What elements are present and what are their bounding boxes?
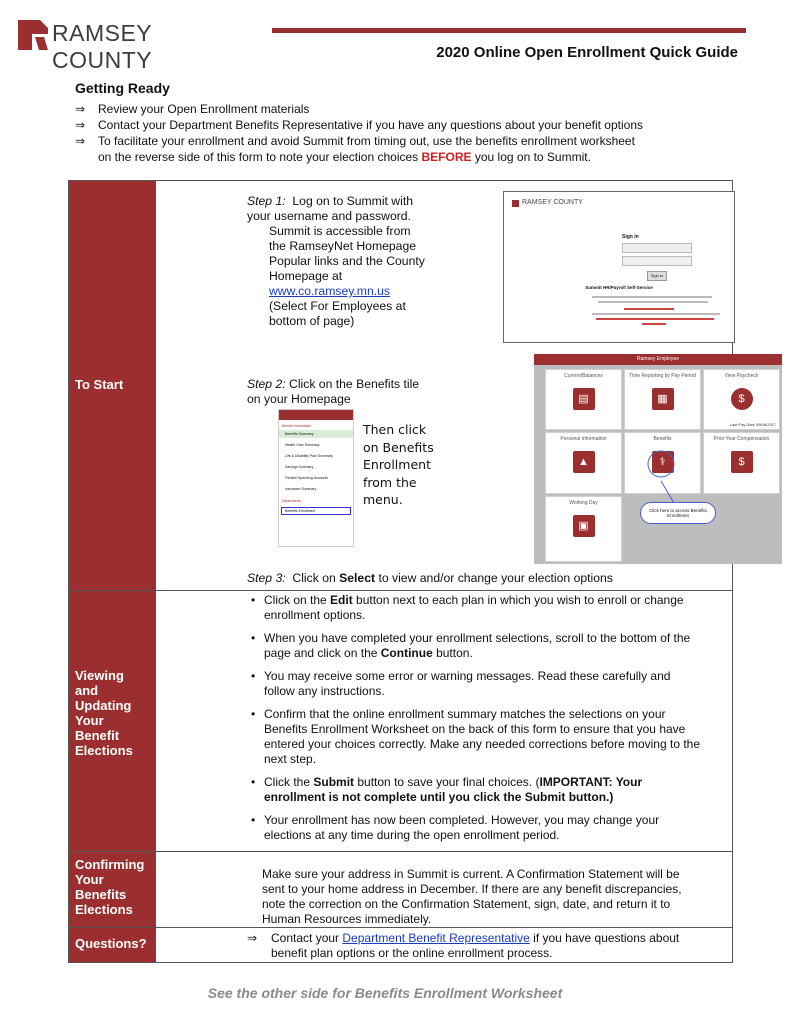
confirming-content — [156, 852, 733, 928]
callout-pointer-icon — [534, 354, 782, 564]
list-item: • Click on the Edit button next to each plan in which you wish to enroll or change enrollment options. — [247, 593, 704, 623]
mini-logo-icon — [512, 200, 519, 207]
step3-text: Step 3: Click on Select to view and/or change your election options — [247, 571, 613, 585]
ramsey-logo-icon — [18, 20, 48, 50]
tile-benefits[interactable]: Benefits ⚕ — [624, 432, 701, 494]
fine-print-line — [592, 313, 720, 315]
dollar-icon: $ — [731, 388, 753, 410]
section-label-confirming: Confirming Your Benefits Elections — [69, 852, 156, 928]
list-item-continuation: on the reverse side of this form to note your election choices BEFORE you log on to Summit. — [98, 150, 591, 164]
homepage-tiles-screenshot: Ramsey Employee Current/Balances ▤ Time Reporting by Pay Period ▦ View Paycheck $ Last Pay Date 09/08/2017 Personal Information ▲ Benefits ⚕ Prior Year Compensation $ Working Day ▣ Click here to access Benefits Enrollment — [534, 354, 782, 564]
list-item: • When you have completed your enrollment selections, scroll to the bottom of the page and click on the Continue button. — [247, 631, 704, 661]
section-label-viewing: Viewing and Updating Your Benefit Elections — [69, 591, 156, 852]
step1-text: Step 1: Log on to Summit with your username and password. Summit is accessible from the RamseyNet Homepage Popular links and the County Homepage at www.co.ramsey.mn.us (Select For Employees at bottom of page) — [247, 194, 425, 328]
fine-print-link — [624, 308, 674, 310]
arrow-icon: ⇒ — [75, 102, 86, 116]
confirm-text: Make sure your address in Summit is current. A Confirmation Statement will be sent to your home address in December. If there are any benefit discrepancies, note the correction on the Confirmation Statement, sign, date, and return it to Human Resources immediately. — [262, 867, 682, 926]
section-label-questions: Questions? — [69, 928, 156, 963]
benefits-menu-screenshot: Benefit Information Benefits Summary Health Care Summary Life & Disability Plan Summary Savings Summary Flexible Spending Accounts Insurance Summary Dependents Benefits Enrollment — [278, 409, 354, 547]
fine-print-link — [596, 318, 714, 320]
list-item: • You may receive some error or warning messages. Read these carefully and follow any instructions. — [247, 669, 704, 699]
county-logo — [18, 20, 248, 73]
logo-text: RAMSEY COUNTY — [52, 20, 153, 73]
menu-header — [279, 410, 353, 420]
section-label-to-start: To Start — [69, 181, 156, 591]
to-start-content — [156, 181, 776, 591]
tile-current-balances[interactable]: Current/Balances ▤ — [545, 369, 622, 430]
tile-time-reporting[interactable]: Time Reporting by Pay Period ▦ — [624, 369, 701, 430]
calendar-icon: ▣ — [573, 515, 595, 537]
step2-text: Step 2: Click on the Benefits tile on your Homepage — [247, 377, 420, 406]
tile-personal-information[interactable]: Personal Information ▲ — [545, 432, 622, 494]
getting-ready-section — [75, 80, 755, 165]
dollar-icon: $ — [731, 451, 753, 473]
signin-button[interactable]: Sign In — [647, 271, 667, 281]
arrow-icon: ⇒ — [247, 931, 258, 945]
username-field[interactable] — [622, 243, 692, 253]
header-rule — [272, 28, 746, 33]
calendar-icon: ▦ — [652, 388, 674, 410]
login-screenshot: RAMSEY COUNTY Sign in Sign In Summit HR/Payroll Self-Service — [503, 191, 735, 343]
instruction-list — [247, 593, 704, 843]
document-icon: ▤ — [573, 388, 595, 410]
list-item: ⇒ Contact your Department Benefits Representative if you have any questions about your benefit options — [75, 118, 643, 132]
list-item: • Your enrollment has now been completed. However, you may change your elections at any time during the open enrollment period. — [247, 813, 704, 843]
list-item: • Confirm that the online enrollment summary matches the selections on your Benefits Enrollment Worksheet on the back of this form to ensure that you have entered your choices correctly. Make any needed corrections before moving to the next step. — [247, 707, 704, 767]
benefit-representative-link[interactable]: Department Benefit Representative — [342, 931, 530, 945]
fine-print-link — [642, 323, 666, 325]
list-item: ⇒ Review your Open Enrollment materials — [75, 102, 310, 116]
questions-content — [156, 928, 733, 963]
instructions-table — [68, 180, 776, 963]
tile-prior-year-compensation[interactable]: Prior Year Compensation $ — [703, 432, 780, 494]
benefits-icon: ⚕ — [652, 451, 674, 473]
footer-note: See the other side for Benefits Enrollment Worksheet — [207, 985, 563, 1001]
person-icon: ▲ — [573, 451, 595, 473]
page-title: 2020 Online Open Enrollment Quick Guide — [436, 44, 738, 61]
getting-ready-heading: Getting Ready — [75, 80, 170, 96]
before-emphasis: BEFORE — [421, 150, 472, 164]
benefits-callout: Click here to access Benefits Enrollment — [640, 502, 716, 524]
fine-print-line — [598, 301, 708, 303]
viewing-content — [156, 591, 733, 852]
then-click-text: Then click on Benefits Enrollment from the menu. — [363, 422, 434, 507]
county-website-link[interactable]: www.co.ramsey.mn.us — [269, 284, 390, 298]
password-field[interactable] — [622, 256, 692, 266]
tile-working-day[interactable]: Working Day ▣ — [545, 496, 622, 562]
tile-view-paycheck[interactable]: View Paycheck $ Last Pay Date 09/08/2017 — [703, 369, 780, 430]
arrow-icon: ⇒ — [75, 118, 86, 132]
questions-text: ⇒ Contact your Department Benefit Representative if you have questions about benefit plan options or the online enrollment process. — [247, 931, 680, 960]
list-item: • Click the Submit button to save your final choices. (IMPORTANT: Your enrollment is not complete until you click the Submit button.) — [247, 775, 704, 805]
arrow-icon: ⇒ — [75, 134, 86, 148]
list-item: ⇒ To facilitate your enrollment and avoid Summit from timing out, use the benefits enrollment worksheet — [75, 134, 635, 148]
benefits-enrollment-menu-item[interactable]: Benefits Enrollment — [281, 507, 351, 515]
fine-print-line — [592, 296, 712, 298]
